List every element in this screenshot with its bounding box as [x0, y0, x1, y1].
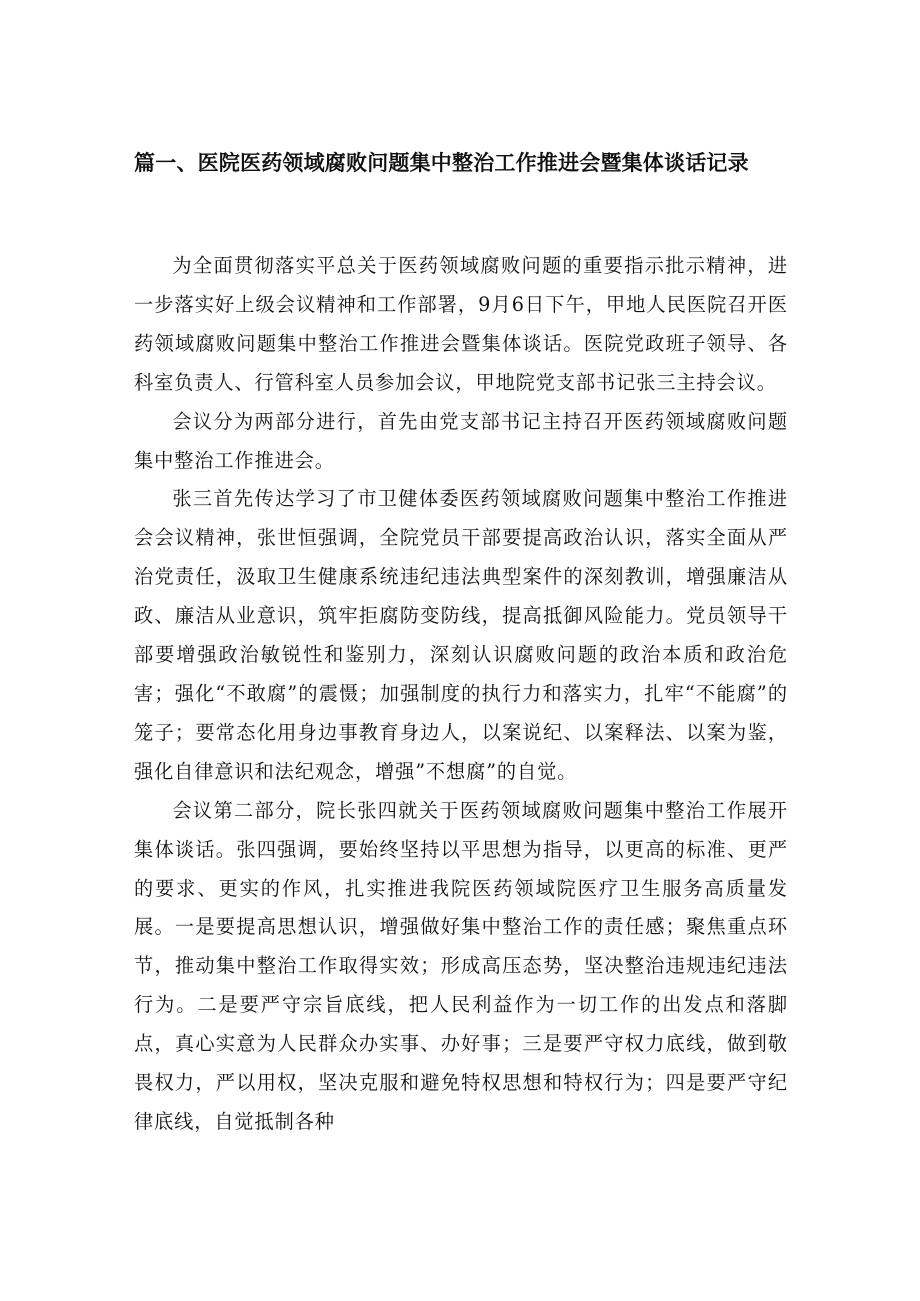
- document-title: 篇一、医院医药领域腐败问题集中整治工作推进会暨集体谈话记录: [134, 151, 749, 175]
- paragraph-intro: 为全面贯彻落实平总关于医药领域腐败问题的重要指示批示精神，进一步落实好上级会议精神和工作部署，9月6日下午，甲地人民医院召开医药领域腐败问题集中整治工作推进会暨集体谈话。医院党政班子领导、各科室负责人、行管科室人员参加会议，甲地院党支部书记张三主持会议。: [134, 254, 788, 394]
- paragraph-part-two: 会议第二部分，院长张四就关于医药领域腐败问题集中整治工作展开集体谈话。张四强调，要始终坚持以平思想为指导，以更高的标准、更严的要求、更实的作风，扎实推进我院医药领域院医疗卫生服务高质量发展。一是要提高思想认识，增强做好集中整治工作的责任感；聚焦重点环节，推动集中整治工作取得实效；形成高压态势，坚决整治违规违纪违法行为。二是要严守宗旨底线，把人民利益作为一切工作的出发点和落脚点，真心实意为人民群众办实事、办好事；三是要严守权力底线，做到敬畏权力，严以用权，坚决克服和避免特权思想和特权行为；四是要严守纪律底线，自觉抵制各种: [134, 798, 788, 1133]
- paragraph-part-one: 张三首先传达学习了市卫健体委医药领域腐败问题集中整治工作推进会会议精神，张世恒强调，全院党员干部要提高政治认识，落实全面从严治党责任，汲取卫生健康系统违纪违法典型案件的深刻教训，增强廉洁从政、廉洁从业意识，筑牢拒腐防变防线，提高抵御风险能力。党员领导干部要增强政治敏锐性和鉴别力，深刻认识腐败问题的政治本质和政治危害；强化“不敢腐”的震慑；加强制度的执行力和落实力，扎牢“不能腐”的笼子；要常态化用身边事教育身边人，以案说纪、以案释法、以案为鉴，强化自律意识和法纪观念，增强”不想腐”的自觉。: [134, 487, 788, 783]
- document-body: [134, 247, 788, 1142]
- paragraph-meeting-structure: 会议分为两部分进行，首先由党支部书记主持召开医药领域腐败问题集中整治工作推进会。: [134, 409, 788, 472]
